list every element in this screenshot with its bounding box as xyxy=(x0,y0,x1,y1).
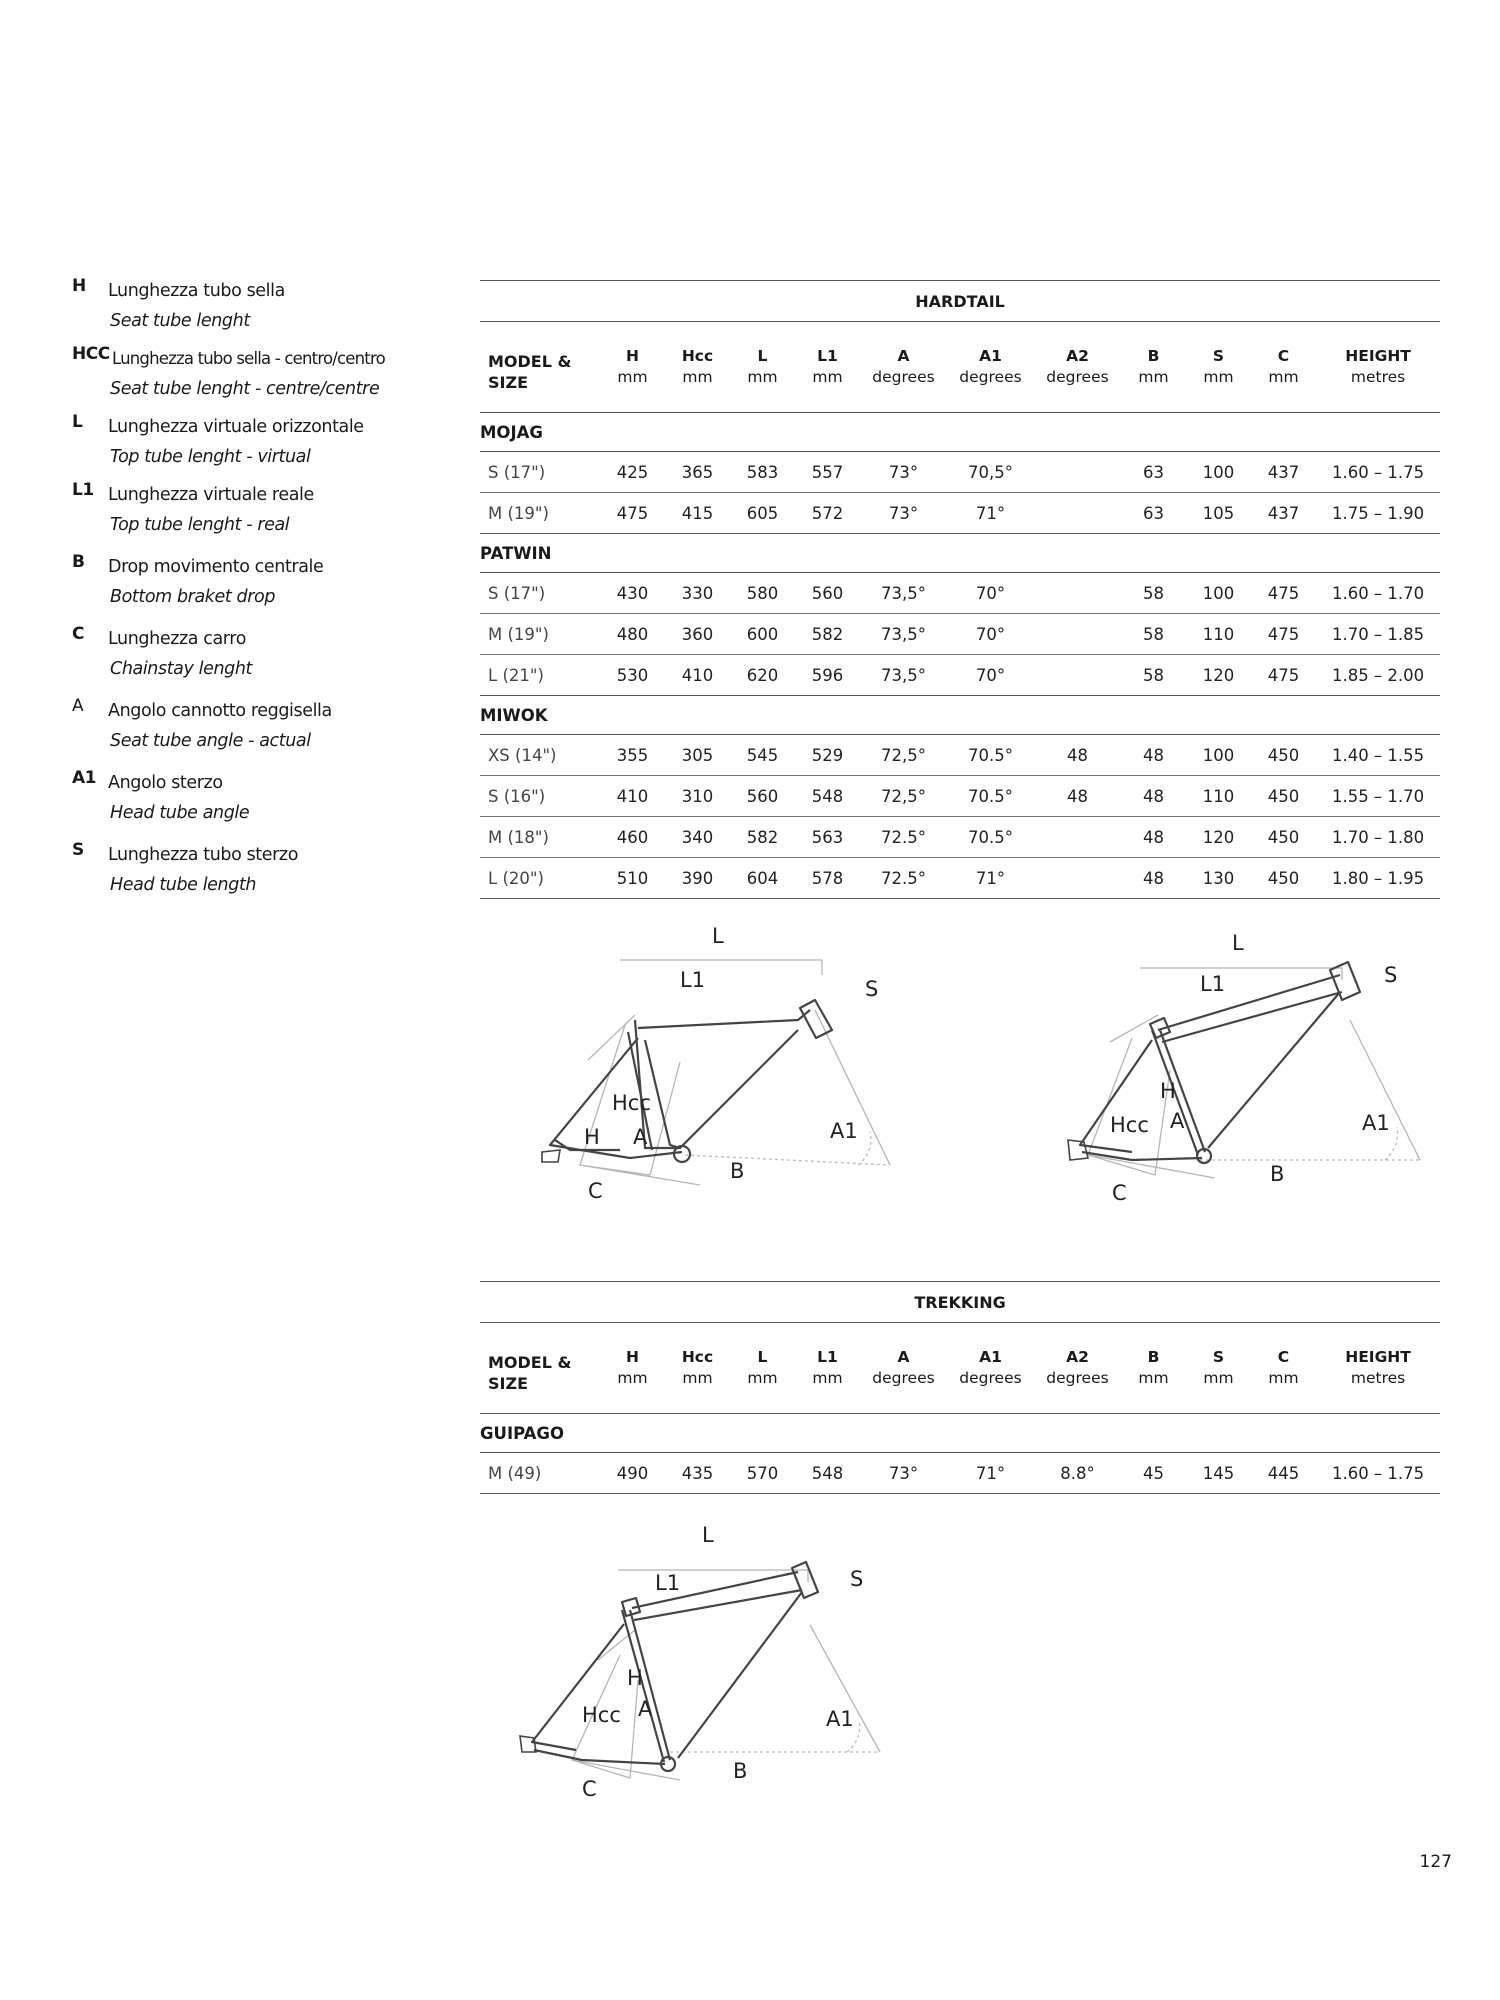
table-row xyxy=(480,655,1440,696)
table-cell: 430 xyxy=(600,573,665,614)
hardtail-table xyxy=(480,280,1440,899)
section-title: TREKKING xyxy=(480,1282,1440,1323)
header-unit: degrees xyxy=(959,368,1022,386)
table-cell: 450 xyxy=(1251,817,1316,858)
column-header-model: MODEL & SIZE xyxy=(480,1323,600,1414)
legend-italian: Lunghezza tubo sella xyxy=(108,281,285,301)
header-label: C xyxy=(1277,347,1290,365)
legend-item-h xyxy=(72,276,412,336)
table-cell: 1.80 – 1.95 xyxy=(1316,858,1440,899)
size-cell: M (19") xyxy=(480,493,600,534)
table-cell: 305 xyxy=(665,735,730,776)
label-B: B xyxy=(1270,1162,1285,1186)
legend-code: A xyxy=(72,696,84,716)
legend-item-s xyxy=(72,840,412,900)
column-header xyxy=(1251,1323,1316,1414)
header-label: A xyxy=(897,1348,910,1366)
table-cell: 72.5° xyxy=(860,858,947,899)
size-cell: L (21") xyxy=(480,655,600,696)
table-cell: 570 xyxy=(730,1453,795,1494)
label-Hcc: Hcc xyxy=(1110,1113,1149,1137)
table-row xyxy=(480,1453,1440,1494)
trekking-body xyxy=(480,1414,1440,1494)
table-cell: 475 xyxy=(1251,614,1316,655)
column-header xyxy=(795,322,860,413)
column-header xyxy=(1316,322,1440,413)
table-cell xyxy=(1034,655,1121,696)
header-label: Hcc xyxy=(681,347,714,365)
table-cell: 71° xyxy=(947,1453,1034,1494)
table-cell: 1.60 – 1.75 xyxy=(1316,1453,1440,1494)
column-header xyxy=(730,322,795,413)
label-L: L xyxy=(712,924,724,948)
header-unit: mm xyxy=(812,368,843,386)
legend-code: S xyxy=(72,840,84,860)
frame-diagram-trekking xyxy=(510,1520,910,1820)
legend-code: H xyxy=(72,276,86,296)
section-title-row xyxy=(480,281,1440,322)
legend-code: L1 xyxy=(72,480,94,500)
header-unit: mm xyxy=(1203,1369,1234,1387)
header-label: S xyxy=(1212,1348,1225,1366)
header-unit: degrees xyxy=(959,1369,1022,1387)
geometry-guides xyxy=(572,1570,880,1780)
table-cell: 1.70 – 1.85 xyxy=(1316,614,1440,655)
table-row xyxy=(480,817,1440,858)
legend-english: Chainstay lenght xyxy=(110,659,252,679)
legend-italian: Angolo cannotto reggisella xyxy=(108,701,332,721)
model-row xyxy=(480,413,1440,452)
legend-italian: Angolo sterzo xyxy=(108,773,223,793)
legend-item-a xyxy=(72,696,412,756)
table-cell: 450 xyxy=(1251,735,1316,776)
header-label: A xyxy=(897,347,910,365)
model-name: MIWOK xyxy=(480,696,1440,735)
table-cell: 410 xyxy=(665,655,730,696)
legend-english: Head tube length xyxy=(110,875,257,895)
frame-diagram-hardtail-1 xyxy=(520,920,920,1220)
column-header xyxy=(1316,1323,1440,1414)
column-header xyxy=(1121,322,1186,413)
table-cell: 596 xyxy=(795,655,860,696)
table-cell: 48 xyxy=(1034,776,1121,817)
table-cell: 72.5° xyxy=(860,817,947,858)
table-cell: 120 xyxy=(1186,817,1251,858)
header-label: HEIGHT xyxy=(1345,347,1411,365)
table-cell: 100 xyxy=(1186,573,1251,614)
legend-italian: Lunghezza carro xyxy=(108,629,246,649)
label-H: H xyxy=(627,1666,643,1690)
table-row xyxy=(480,776,1440,817)
label-B: B xyxy=(730,1159,745,1183)
table-cell: 130 xyxy=(1186,858,1251,899)
label-S: S xyxy=(1384,963,1398,987)
header-unit: mm xyxy=(747,1369,778,1387)
header-unit: mm xyxy=(1268,1369,1299,1387)
model-name: GUIPAGO xyxy=(480,1414,1440,1453)
table-cell: 48 xyxy=(1121,858,1186,899)
table-cell: 560 xyxy=(795,573,860,614)
header-unit: mm xyxy=(1268,368,1299,386)
column-header xyxy=(947,1323,1034,1414)
table-cell: 71° xyxy=(947,858,1034,899)
header-label: H xyxy=(626,1348,639,1366)
table-row xyxy=(480,858,1440,899)
label-C: C xyxy=(1112,1181,1127,1205)
table-cell: 475 xyxy=(1251,655,1316,696)
legend-code: B xyxy=(72,552,85,572)
table-cell: 600 xyxy=(730,614,795,655)
legend-code: C xyxy=(72,624,84,644)
table-cell: 1.70 – 1.80 xyxy=(1316,817,1440,858)
table-cell: 437 xyxy=(1251,452,1316,493)
table-cell: 48 xyxy=(1121,817,1186,858)
table-cell: 100 xyxy=(1186,452,1251,493)
column-header xyxy=(1034,1323,1121,1414)
table-cell: 73,5° xyxy=(860,655,947,696)
legend xyxy=(72,276,412,908)
size-cell: XS (14") xyxy=(480,735,600,776)
table-cell: 1.85 – 2.00 xyxy=(1316,655,1440,696)
table-cell: 63 xyxy=(1121,452,1186,493)
legend-item-c xyxy=(72,624,412,684)
label-L1: L1 xyxy=(655,1571,681,1595)
legend-italian: Lunghezza virtuale orizzontale xyxy=(108,417,364,437)
header-unit: mm xyxy=(1138,368,1169,386)
header-label: C xyxy=(1277,1348,1290,1366)
header-unit: mm xyxy=(1203,368,1234,386)
table-cell xyxy=(1034,452,1121,493)
header-label: A2 xyxy=(1066,1348,1089,1366)
legend-item-hcc xyxy=(72,344,412,404)
table-cell: 1.60 – 1.75 xyxy=(1316,452,1440,493)
geometry-guides xyxy=(1088,968,1420,1178)
header-unit: degrees xyxy=(872,368,935,386)
table-cell: 340 xyxy=(665,817,730,858)
header-label: L xyxy=(757,1348,768,1366)
table-cell: 620 xyxy=(730,655,795,696)
column-header xyxy=(947,322,1034,413)
table-cell: 48 xyxy=(1121,735,1186,776)
label-A1: A1 xyxy=(830,1119,858,1143)
table-row xyxy=(480,573,1440,614)
header-unit: metres xyxy=(1350,1369,1406,1387)
header-label: B xyxy=(1147,347,1160,365)
table-cell: 460 xyxy=(600,817,665,858)
table-cell: 63 xyxy=(1121,493,1186,534)
table-cell: 73,5° xyxy=(860,614,947,655)
label-A1: A1 xyxy=(826,1707,854,1731)
table-cell: 70° xyxy=(947,573,1034,614)
column-header xyxy=(665,322,730,413)
header-unit: degrees xyxy=(1046,368,1109,386)
table-cell: 583 xyxy=(730,452,795,493)
table-cell: 475 xyxy=(600,493,665,534)
label-Hcc: Hcc xyxy=(582,1703,621,1727)
size-cell: M (49) xyxy=(480,1453,600,1494)
table-cell: 450 xyxy=(1251,858,1316,899)
header-unit: mm xyxy=(682,1369,713,1387)
table-row xyxy=(480,614,1440,655)
column-header xyxy=(600,1323,665,1414)
label-C: C xyxy=(582,1777,597,1801)
legend-italian: Drop movimento centrale xyxy=(108,557,324,577)
size-cell: M (18") xyxy=(480,817,600,858)
table-cell: 510 xyxy=(600,858,665,899)
size-cell: L (20") xyxy=(480,858,600,899)
table-cell: 410 xyxy=(600,776,665,817)
model-name: MOJAG xyxy=(480,413,1440,452)
table-cell: 110 xyxy=(1186,614,1251,655)
legend-italian: Lunghezza tubo sella - centro/centro xyxy=(112,349,385,368)
table-cell: 605 xyxy=(730,493,795,534)
table-cell: 310 xyxy=(665,776,730,817)
table-cell: 105 xyxy=(1186,493,1251,534)
size-cell: S (17") xyxy=(480,452,600,493)
table-cell: 71° xyxy=(947,493,1034,534)
table-cell: 58 xyxy=(1121,573,1186,614)
model-row xyxy=(480,696,1440,735)
column-header xyxy=(860,1323,947,1414)
table-cell: 58 xyxy=(1121,614,1186,655)
header-unit: metres xyxy=(1350,368,1406,386)
size-cell: M (19") xyxy=(480,614,600,655)
table-cell: 355 xyxy=(600,735,665,776)
label-H: H xyxy=(1160,1079,1176,1103)
header-label: H xyxy=(626,347,639,365)
table-cell: 73° xyxy=(860,1453,947,1494)
column-header xyxy=(1186,322,1251,413)
section-title-row xyxy=(480,1282,1440,1323)
table-cell: 70° xyxy=(947,655,1034,696)
table-cell: 563 xyxy=(795,817,860,858)
table-row xyxy=(480,493,1440,534)
table-cell: 73° xyxy=(860,452,947,493)
header-unit: degrees xyxy=(872,1369,935,1387)
column-header xyxy=(1251,322,1316,413)
table-cell: 100 xyxy=(1186,735,1251,776)
table-cell: 360 xyxy=(665,614,730,655)
header-unit: mm xyxy=(747,368,778,386)
table-cell: 73,5° xyxy=(860,573,947,614)
label-L: L xyxy=(702,1523,714,1547)
table-cell: 72,5° xyxy=(860,735,947,776)
header-label: L1 xyxy=(817,347,838,365)
legend-english: Head tube angle xyxy=(110,803,250,823)
label-L1: L1 xyxy=(1200,972,1226,996)
header-unit: mm xyxy=(617,368,648,386)
header-label: Hcc xyxy=(681,1348,714,1366)
table-cell: 545 xyxy=(730,735,795,776)
header-label: B xyxy=(1147,1348,1160,1366)
label-B: B xyxy=(733,1759,748,1783)
trekking-table xyxy=(480,1281,1440,1494)
legend-english: Seat tube lenght - centre/centre xyxy=(110,379,380,399)
table-cell: 548 xyxy=(795,776,860,817)
size-cell: S (16") xyxy=(480,776,600,817)
table-cell: 435 xyxy=(665,1453,730,1494)
label-Hcc: Hcc xyxy=(612,1091,651,1115)
table-cell: 390 xyxy=(665,858,730,899)
table-cell: 1.75 – 1.90 xyxy=(1316,493,1440,534)
legend-english: Seat tube lenght xyxy=(110,311,250,331)
hardtail-body xyxy=(480,413,1440,899)
table-cell: 1.55 – 1.70 xyxy=(1316,776,1440,817)
table-cell: 530 xyxy=(600,655,665,696)
column-header xyxy=(1186,1323,1251,1414)
table-row xyxy=(480,452,1440,493)
label-C: C xyxy=(588,1179,603,1203)
column-header-model: MODEL & SIZE xyxy=(480,322,600,413)
label-L1: L1 xyxy=(680,968,706,992)
legend-code: A1 xyxy=(72,768,96,788)
table-cell: 8.8° xyxy=(1034,1453,1121,1494)
table-cell: 450 xyxy=(1251,776,1316,817)
column-header xyxy=(730,1323,795,1414)
label-S: S xyxy=(850,1567,864,1591)
table-cell: 445 xyxy=(1251,1453,1316,1494)
model-row xyxy=(480,1414,1440,1453)
table-cell: 578 xyxy=(795,858,860,899)
table-cell: 437 xyxy=(1251,493,1316,534)
table-row xyxy=(480,735,1440,776)
table-cell: 604 xyxy=(730,858,795,899)
header-unit: degrees xyxy=(1046,1369,1109,1387)
table-cell: 572 xyxy=(795,493,860,534)
legend-item-l xyxy=(72,412,412,472)
header-unit: mm xyxy=(617,1369,648,1387)
legend-english: Bottom braket drop xyxy=(110,587,276,607)
size-cell: S (17") xyxy=(480,573,600,614)
label-A: A xyxy=(638,1697,653,1721)
table-cell: 1.40 – 1.55 xyxy=(1316,735,1440,776)
header-row xyxy=(480,1323,1440,1414)
header-label: L1 xyxy=(817,1348,838,1366)
header-unit: mm xyxy=(682,368,713,386)
legend-italian: Lunghezza tubo sterzo xyxy=(108,845,299,865)
diagram-labels xyxy=(584,924,878,1203)
table-cell: 365 xyxy=(665,452,730,493)
label-H: H xyxy=(584,1125,600,1149)
table-cell xyxy=(1034,817,1121,858)
table-cell xyxy=(1034,614,1121,655)
table-cell: 475 xyxy=(1251,573,1316,614)
column-header xyxy=(860,322,947,413)
table-cell: 73° xyxy=(860,493,947,534)
table-cell: 70° xyxy=(947,614,1034,655)
header-label: A1 xyxy=(979,1348,1002,1366)
model-row xyxy=(480,534,1440,573)
table-cell: 580 xyxy=(730,573,795,614)
header-label: A2 xyxy=(1066,347,1089,365)
table-cell: 560 xyxy=(730,776,795,817)
table-cell: 70.5° xyxy=(947,817,1034,858)
model-name: PATWIN xyxy=(480,534,1440,573)
table-cell: 557 xyxy=(795,452,860,493)
diagram-labels xyxy=(582,1523,863,1801)
header-label: A1 xyxy=(979,347,1002,365)
column-header xyxy=(665,1323,730,1414)
table-cell: 58 xyxy=(1121,655,1186,696)
label-L: L xyxy=(1232,931,1244,955)
section-title: HARDTAIL xyxy=(480,281,1440,322)
legend-english: Top tube lenght - real xyxy=(110,515,290,535)
label-S: S xyxy=(865,977,879,1001)
header-label: L xyxy=(757,347,768,365)
table-cell: 425 xyxy=(600,452,665,493)
header-label: HEIGHT xyxy=(1345,1348,1411,1366)
table-cell xyxy=(1034,573,1121,614)
legend-item-b xyxy=(72,552,412,612)
table-cell: 548 xyxy=(795,1453,860,1494)
table-cell xyxy=(1034,493,1121,534)
table-cell: 480 xyxy=(600,614,665,655)
table-cell: 529 xyxy=(795,735,860,776)
table-cell: 45 xyxy=(1121,1453,1186,1494)
table-cell: 70,5° xyxy=(947,452,1034,493)
table-cell: 48 xyxy=(1121,776,1186,817)
legend-item-a1 xyxy=(72,768,412,828)
table-cell: 70.5° xyxy=(947,735,1034,776)
legend-english: Seat tube angle - actual xyxy=(110,731,311,751)
table-cell: 330 xyxy=(665,573,730,614)
header-unit: mm xyxy=(1138,1369,1169,1387)
column-header xyxy=(1034,322,1121,413)
table-cell: 72,5° xyxy=(860,776,947,817)
legend-italian: Lunghezza virtuale reale xyxy=(108,485,314,505)
table-cell: 110 xyxy=(1186,776,1251,817)
header-unit: mm xyxy=(812,1369,843,1387)
legend-english: Top tube lenght - virtual xyxy=(110,447,311,467)
table-cell: 582 xyxy=(795,614,860,655)
table-cell: 48 xyxy=(1034,735,1121,776)
table-cell: 145 xyxy=(1186,1453,1251,1494)
table-cell: 120 xyxy=(1186,655,1251,696)
diagram-labels xyxy=(1110,931,1397,1205)
page-number: 127 xyxy=(1419,1852,1452,1872)
label-A1: A1 xyxy=(1362,1111,1390,1135)
header-row xyxy=(480,322,1440,413)
label-A: A xyxy=(1170,1109,1185,1133)
column-header xyxy=(600,322,665,413)
table-cell: 490 xyxy=(600,1453,665,1494)
geometry-guides xyxy=(580,960,890,1185)
column-header xyxy=(795,1323,860,1414)
table-cell: 70.5° xyxy=(947,776,1034,817)
legend-code: L xyxy=(72,412,83,432)
table-cell xyxy=(1034,858,1121,899)
table-cell: 415 xyxy=(665,493,730,534)
table-cell: 582 xyxy=(730,817,795,858)
column-header xyxy=(1121,1323,1186,1414)
label-A: A xyxy=(633,1125,648,1149)
legend-code: HCC xyxy=(72,344,110,364)
frame-diagram-hardtail-2 xyxy=(1040,920,1440,1220)
legend-item-l1 xyxy=(72,480,412,540)
header-label: S xyxy=(1212,347,1225,365)
table-cell: 1.60 – 1.70 xyxy=(1316,573,1440,614)
